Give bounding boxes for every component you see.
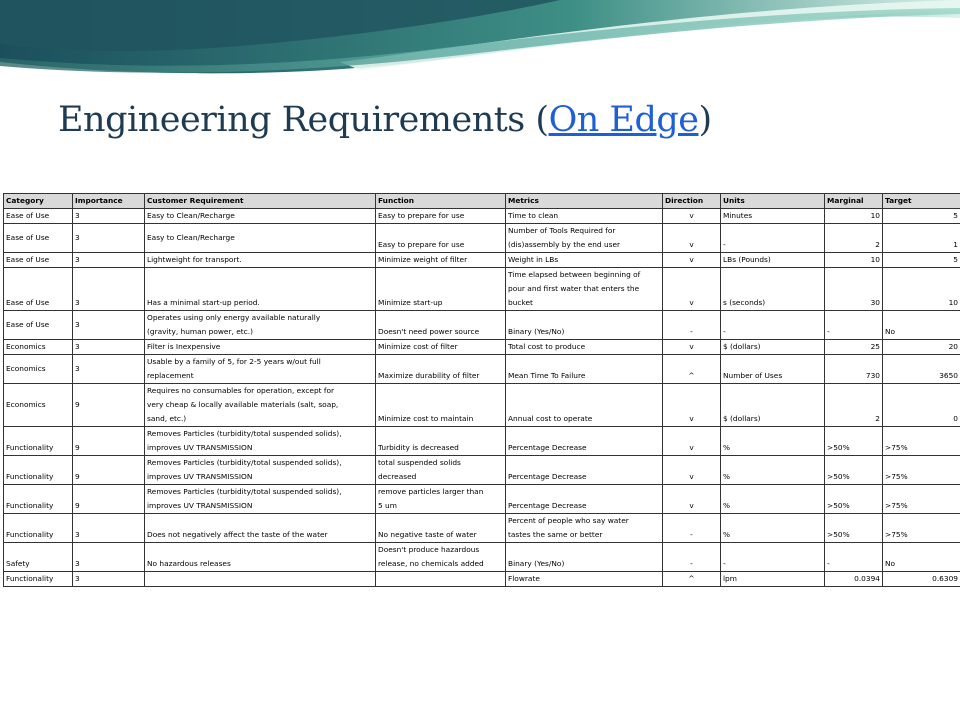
cell-direction: - <box>663 543 721 572</box>
cell-importance: 9 <box>73 456 145 485</box>
cell-target: 10 <box>883 268 960 311</box>
cell-metrics: Number of Tools Required for (dis)assembly by the end user <box>506 224 663 253</box>
cell-units: $ (dollars) <box>721 340 825 355</box>
cell-target: 3650 <box>883 355 960 384</box>
cell-direction: v <box>663 253 721 268</box>
cell-target: No <box>883 543 960 572</box>
cell-category: Safety <box>4 543 73 572</box>
cell-function: Turbidity is decreased <box>376 427 506 456</box>
cell-metrics: Percentage Decrease <box>506 427 663 456</box>
cell-function: Easy to prepare for use <box>376 224 506 253</box>
cell-category: Ease of Use <box>4 311 73 340</box>
cell-customer-requirement: Has a minimal start-up period. <box>145 268 376 311</box>
table-row <box>4 253 960 268</box>
cell-direction: v <box>663 209 721 224</box>
cell-function: Minimize start-up <box>376 268 506 311</box>
table-row <box>4 514 960 543</box>
table-row <box>4 209 960 224</box>
cell-importance: 3 <box>73 224 145 253</box>
cell-target: 20 <box>883 340 960 355</box>
cell-category: Economics <box>4 340 73 355</box>
engineering-requirements-table <box>3 193 960 587</box>
cell-units: - <box>721 543 825 572</box>
cell-category: Economics <box>4 384 73 427</box>
header-category: Category <box>4 194 73 209</box>
cell-category: Economics <box>4 355 73 384</box>
cell-target: >75% <box>883 485 960 514</box>
cell-category: Functionality <box>4 456 73 485</box>
header-metrics: Metrics <box>506 194 663 209</box>
header-target: Target <box>883 194 960 209</box>
cell-marginal: >50% <box>825 456 883 485</box>
cell-marginal: 30 <box>825 268 883 311</box>
title-close-paren: ) <box>698 100 712 140</box>
cell-importance: 3 <box>73 253 145 268</box>
cell-metrics: Time elapsed between beginning of pour and first water that enters the bucket <box>506 268 663 311</box>
cell-marginal: >50% <box>825 427 883 456</box>
header-function: Function <box>376 194 506 209</box>
header-units: Units <box>721 194 825 209</box>
cell-units: % <box>721 456 825 485</box>
cell-marginal: - <box>825 543 883 572</box>
table-row <box>4 268 960 311</box>
table-row <box>4 427 960 456</box>
cell-function: Maximize durability of filter <box>376 355 506 384</box>
cell-category: Ease of Use <box>4 224 73 253</box>
cell-marginal: 2 <box>825 224 883 253</box>
cell-target: 5 <box>883 253 960 268</box>
cell-units: Number of Uses <box>721 355 825 384</box>
cell-marginal: >50% <box>825 514 883 543</box>
cell-importance: 3 <box>73 514 145 543</box>
cell-customer-requirement: Usable by a family of 5, for 2-5 years w/out full replacement <box>145 355 376 384</box>
cell-target: >75% <box>883 456 960 485</box>
cell-customer-requirement: Operates using only energy available naturally (gravity, human power, etc.) <box>145 311 376 340</box>
cell-units: % <box>721 427 825 456</box>
cell-direction: ^ <box>663 355 721 384</box>
cell-units: LBs (Pounds) <box>721 253 825 268</box>
cell-customer-requirement: Removes Particles (turbidity/total suspended solids), improves UV TRANSMISSION <box>145 427 376 456</box>
cell-customer-requirement: Filter is Inexpensive <box>145 340 376 355</box>
cell-importance: 3 <box>73 209 145 224</box>
cell-customer-requirement: Easy to Clean/Recharge <box>145 209 376 224</box>
header-swoosh-banner <box>0 0 960 80</box>
cell-customer-requirement: Removes Particles (turbidity/total suspended solids), improves UV TRANSMISSION <box>145 456 376 485</box>
cell-function: Minimize cost of filter <box>376 340 506 355</box>
table-row <box>4 311 960 340</box>
cell-direction: v <box>663 384 721 427</box>
cell-units: lpm <box>721 572 825 587</box>
cell-units: $ (dollars) <box>721 384 825 427</box>
cell-target: >75% <box>883 514 960 543</box>
cell-units: s (seconds) <box>721 268 825 311</box>
table-row <box>4 485 960 514</box>
table-row <box>4 340 960 355</box>
table-row <box>4 543 960 572</box>
cell-category: Ease of Use <box>4 209 73 224</box>
cell-category: Functionality <box>4 427 73 456</box>
table-row <box>4 456 960 485</box>
cell-units: - <box>721 224 825 253</box>
cell-direction: v <box>663 456 721 485</box>
cell-function <box>376 572 506 587</box>
cell-metrics: Binary (Yes/No) <box>506 543 663 572</box>
cell-direction: v <box>663 340 721 355</box>
cell-direction: - <box>663 514 721 543</box>
cell-customer-requirement: No hazardous releases <box>145 543 376 572</box>
cell-marginal: - <box>825 311 883 340</box>
cell-metrics: Binary (Yes/No) <box>506 311 663 340</box>
cell-metrics: Weight in LBs <box>506 253 663 268</box>
cell-marginal: >50% <box>825 485 883 514</box>
cell-units: Minutes <box>721 209 825 224</box>
cell-target: 0 <box>883 384 960 427</box>
cell-target: 1 <box>883 224 960 253</box>
cell-target: No <box>883 311 960 340</box>
page-title <box>58 100 712 140</box>
table-row <box>4 224 960 253</box>
cell-metrics: Percent of people who say water tastes the same or better <box>506 514 663 543</box>
cell-direction: v <box>663 485 721 514</box>
cell-function: Minimize weight of filter <box>376 253 506 268</box>
cell-customer-requirement: Requires no consumables for operation, except for very cheap & locally available materials (salt, soap, sand, etc.) <box>145 384 376 427</box>
cell-function: total suspended solids decreased <box>376 456 506 485</box>
header-customer-requirement: Customer Requirement <box>145 194 376 209</box>
table-row <box>4 384 960 427</box>
cell-category: Ease of Use <box>4 268 73 311</box>
cell-marginal: 10 <box>825 253 883 268</box>
cell-importance: 3 <box>73 268 145 311</box>
cell-units: % <box>721 514 825 543</box>
cell-customer-requirement: Easy to Clean/Recharge <box>145 224 376 253</box>
title-text: Engineering Requirements ( <box>58 100 549 140</box>
header-direction: Direction <box>663 194 721 209</box>
table-row <box>4 355 960 384</box>
cell-importance: 3 <box>73 311 145 340</box>
cell-marginal: 10 <box>825 209 883 224</box>
cell-importance: 3 <box>73 543 145 572</box>
header-importance: Importance <box>73 194 145 209</box>
header-marginal: Marginal <box>825 194 883 209</box>
cell-direction: v <box>663 224 721 253</box>
cell-metrics: Time to clean <box>506 209 663 224</box>
cell-units: % <box>721 485 825 514</box>
on-edge-link[interactable]: On Edge <box>548 100 699 140</box>
cell-category: Ease of Use <box>4 253 73 268</box>
cell-customer-requirement: Lightweight for transport. <box>145 253 376 268</box>
cell-target: >75% <box>883 427 960 456</box>
cell-importance: 3 <box>73 355 145 384</box>
cell-function: No negative taste of water <box>376 514 506 543</box>
cell-metrics: Total cost to produce <box>506 340 663 355</box>
cell-target: 5 <box>883 209 960 224</box>
cell-target: 0.6309 <box>883 572 960 587</box>
cell-direction: v <box>663 427 721 456</box>
cell-metrics: Flowrate <box>506 572 663 587</box>
cell-function: Doesn't need power source <box>376 311 506 340</box>
cell-importance: 3 <box>73 572 145 587</box>
cell-importance: 9 <box>73 485 145 514</box>
table-header-row <box>4 194 960 209</box>
cell-direction: ^ <box>663 572 721 587</box>
cell-function: Minimize cost to maintain <box>376 384 506 427</box>
cell-marginal: 730 <box>825 355 883 384</box>
cell-direction: - <box>663 311 721 340</box>
cell-customer-requirement <box>145 572 376 587</box>
cell-units: - <box>721 311 825 340</box>
cell-function: remove particles larger than 5 um <box>376 485 506 514</box>
cell-category: Functionality <box>4 514 73 543</box>
cell-customer-requirement: Removes Particles (turbidity/total suspended solids), improves UV TRANSMISSION <box>145 485 376 514</box>
cell-direction: v <box>663 268 721 311</box>
cell-importance: 3 <box>73 340 145 355</box>
cell-function: Easy to prepare for use <box>376 209 506 224</box>
cell-metrics: Percentage Decrease <box>506 485 663 514</box>
cell-marginal: 0.0394 <box>825 572 883 587</box>
cell-marginal: 25 <box>825 340 883 355</box>
cell-metrics: Mean Time To Failure <box>506 355 663 384</box>
cell-function: Doesn't produce hazardous release, no chemicals added <box>376 543 506 572</box>
cell-category: Functionality <box>4 485 73 514</box>
cell-category: Functionality <box>4 572 73 587</box>
cell-importance: 9 <box>73 427 145 456</box>
cell-importance: 9 <box>73 384 145 427</box>
cell-metrics: Annual cost to operate <box>506 384 663 427</box>
cell-metrics: Percentage Decrease <box>506 456 663 485</box>
cell-marginal: 2 <box>825 384 883 427</box>
table-row <box>4 572 960 587</box>
cell-customer-requirement: Does not negatively affect the taste of the water <box>145 514 376 543</box>
